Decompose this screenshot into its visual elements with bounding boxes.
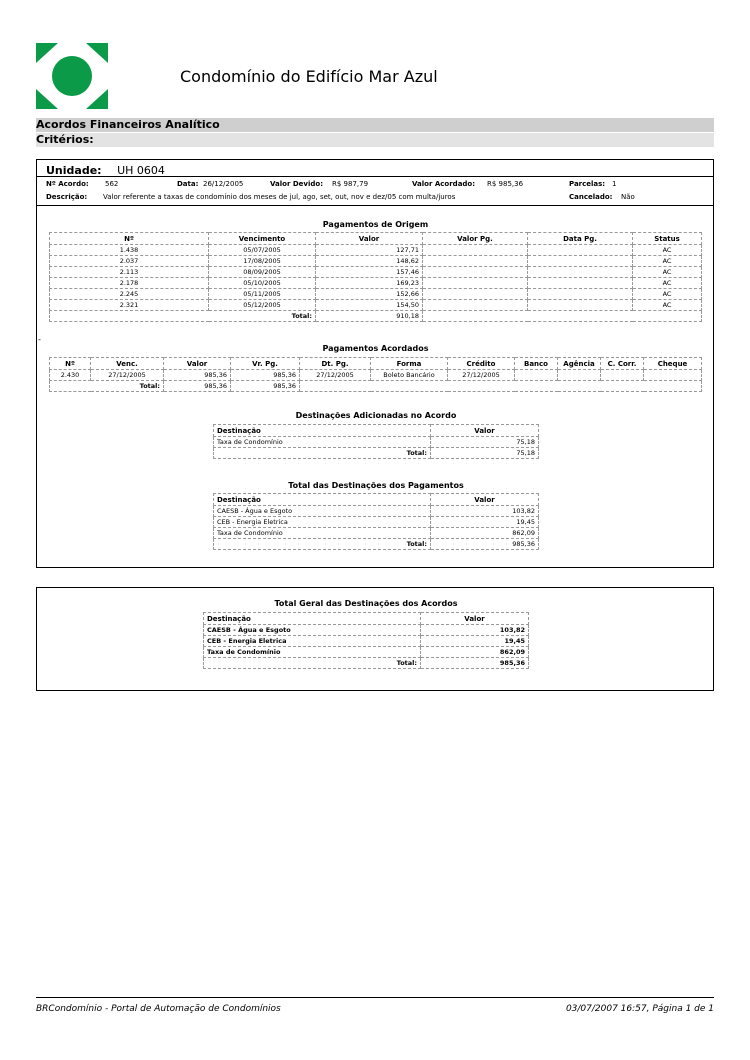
grand-table xyxy=(203,612,529,669)
col-header: Valor Pg. xyxy=(423,233,528,245)
cell xyxy=(423,245,528,256)
col-header: Dt. Pg. xyxy=(300,358,371,370)
cell xyxy=(528,245,633,256)
total-row xyxy=(50,381,702,392)
cell: AC xyxy=(633,300,702,311)
cell: 1.438 xyxy=(50,245,209,256)
col-header: Status xyxy=(633,233,702,245)
criteria-label: Critérios: xyxy=(36,133,714,147)
table-row xyxy=(50,256,702,267)
cell: CAESB - Água e Esgoto xyxy=(214,506,431,517)
cell xyxy=(423,289,528,300)
col-header: Destinação xyxy=(214,425,431,437)
table-row xyxy=(50,370,702,381)
cell xyxy=(423,300,528,311)
cell: 148,62 xyxy=(316,256,423,267)
cell: 05/07/2005 xyxy=(209,245,316,256)
cancel-label: Cancelado: xyxy=(569,193,613,201)
col-header: Valor xyxy=(421,613,529,625)
table-row xyxy=(204,625,529,636)
agreed-payments-title: Pagamentos Acordados xyxy=(322,344,429,353)
footer-left: BRCondomínio - Portal de Automação de Condomínios xyxy=(36,1004,281,1014)
condominium-logo xyxy=(36,43,108,109)
cell: 05/12/2005 xyxy=(209,300,316,311)
cell xyxy=(423,311,702,322)
total-value: 910,18 xyxy=(316,311,423,322)
cell xyxy=(423,278,528,289)
table-header-row xyxy=(50,358,702,370)
cell: AC xyxy=(633,289,702,300)
cell: 2.113 xyxy=(50,267,209,278)
col-header: Banco xyxy=(515,358,558,370)
cell xyxy=(528,278,633,289)
cell xyxy=(515,370,558,381)
total-value: 985,36 xyxy=(431,539,539,550)
parcels-value: 1 xyxy=(612,180,617,188)
table-row xyxy=(214,506,539,517)
total-paid: 985,36 xyxy=(231,381,300,392)
total-value: 75,18 xyxy=(431,448,539,459)
col-header: Vr. Pg. xyxy=(231,358,300,370)
due-label: Valor Devido: xyxy=(270,180,323,188)
col-header: Destinação xyxy=(214,494,431,506)
cell: 862,09 xyxy=(421,647,529,658)
table-row xyxy=(204,647,529,658)
cell: 157,46 xyxy=(316,267,423,278)
cell: 08/09/2005 xyxy=(209,267,316,278)
table-row xyxy=(214,437,539,448)
additional-table xyxy=(213,424,539,459)
cell: 05/11/2005 xyxy=(209,289,316,300)
cell: AC xyxy=(633,256,702,267)
cell: Taxa de Condomínio xyxy=(214,528,431,539)
total-label: Total: xyxy=(214,448,431,459)
agreement-date: 26/12/2005 xyxy=(203,180,244,188)
table-row xyxy=(214,517,539,528)
footer-divider xyxy=(36,997,714,998)
col-header: Nº xyxy=(50,233,209,245)
cell: 127,71 xyxy=(316,245,423,256)
cell: 75,18 xyxy=(431,437,539,448)
cell xyxy=(528,289,633,300)
grand-title: Total Geral das Destinações dos Acordos xyxy=(274,599,458,608)
cell: CAESB - Água e Esgoto xyxy=(204,625,421,636)
col-header: Valor xyxy=(316,233,423,245)
origin-title: Pagamentos de Origem xyxy=(322,220,429,229)
table-header-row xyxy=(214,494,539,506)
col-header: Nº xyxy=(50,358,91,370)
cell: 985,36 xyxy=(231,370,300,381)
cell: 19,45 xyxy=(421,636,529,647)
additional-title: Destinações Adicionadas no Acordo xyxy=(295,411,457,420)
table-row xyxy=(50,245,702,256)
col-header: Vencimento xyxy=(209,233,316,245)
grand-total-box xyxy=(36,587,714,691)
cell: AC xyxy=(633,267,702,278)
cell: Taxa de Condomínio xyxy=(204,647,421,658)
cell xyxy=(423,256,528,267)
col-header: Data Pg. xyxy=(528,233,633,245)
col-header: Destinação xyxy=(204,613,421,625)
table-row xyxy=(50,300,702,311)
col-header: Valor xyxy=(164,358,231,370)
divider xyxy=(37,176,713,177)
cell: 19,45 xyxy=(431,517,539,528)
agreement-date-label: Data: xyxy=(177,180,199,188)
total-label: Total: xyxy=(204,658,421,669)
total-label: Total: xyxy=(214,539,431,550)
table-header-row xyxy=(50,233,702,245)
page-title: Condomínio do Edifício Mar Azul xyxy=(180,67,438,86)
total-row xyxy=(50,311,702,322)
origin-table xyxy=(49,232,702,322)
table-row xyxy=(204,636,529,647)
cell: 27/12/2005 xyxy=(448,370,515,381)
cancel-value: Não xyxy=(621,193,635,201)
unit-label: Unidade: xyxy=(46,164,102,177)
unit-value: UH 0604 xyxy=(117,164,165,177)
cell: 2.430 xyxy=(50,370,91,381)
cell xyxy=(300,381,702,392)
cell xyxy=(528,267,633,278)
col-header: Valor xyxy=(431,425,539,437)
payments-dest-title: Total das Destinações dos Pagamentos xyxy=(288,481,464,490)
col-header: Crédito xyxy=(448,358,515,370)
cell xyxy=(528,300,633,311)
cell xyxy=(601,370,644,381)
total-value: 985,36 xyxy=(421,658,529,669)
agreed-value: R$ 985,36 xyxy=(487,180,524,188)
cell xyxy=(423,267,528,278)
table-row xyxy=(50,289,702,300)
table-row xyxy=(50,267,702,278)
cell: 17/08/2005 xyxy=(209,256,316,267)
table-row xyxy=(50,278,702,289)
separator-dash: - xyxy=(38,335,41,344)
cell: 103,82 xyxy=(431,506,539,517)
due-value: R$ 987,79 xyxy=(332,180,369,188)
payments-dest-table xyxy=(213,493,539,550)
cell xyxy=(528,256,633,267)
agreed-label: Valor Acordado: xyxy=(412,180,476,188)
col-header: Agência xyxy=(558,358,601,370)
cell: CEB - Energia Eletrica xyxy=(204,636,421,647)
cell: 05/10/2005 xyxy=(209,278,316,289)
cell: 154,50 xyxy=(316,300,423,311)
table-header-row xyxy=(204,613,529,625)
cell: 27/12/2005 xyxy=(91,370,164,381)
total-label: Total: xyxy=(50,381,164,392)
total-row xyxy=(204,658,529,669)
total-label: Total: xyxy=(50,311,316,322)
cell: 862,09 xyxy=(431,528,539,539)
cell: 2.321 xyxy=(50,300,209,311)
cell: AC xyxy=(633,278,702,289)
cell: 2.037 xyxy=(50,256,209,267)
cell: Taxa de Condomínio xyxy=(214,437,431,448)
cell: 2.245 xyxy=(50,289,209,300)
footer-right: 03/07/2007 16:57, Página 1 de 1 xyxy=(565,1004,714,1014)
col-header: Cheque xyxy=(644,358,702,370)
cell: 2.178 xyxy=(50,278,209,289)
agreed-payments-table xyxy=(49,357,702,392)
total-value: 985,36 xyxy=(164,381,231,392)
col-header: Venc. xyxy=(91,358,164,370)
total-row xyxy=(214,448,539,459)
col-header: Forma xyxy=(371,358,448,370)
divider xyxy=(37,205,713,206)
desc-label: Descrição: xyxy=(46,193,88,201)
parcels-label: Parcelas: xyxy=(569,180,606,188)
total-row xyxy=(214,539,539,550)
cell: 985,36 xyxy=(164,370,231,381)
col-header: Valor xyxy=(431,494,539,506)
cell: 169,23 xyxy=(316,278,423,289)
table-row xyxy=(214,528,539,539)
cell xyxy=(558,370,601,381)
agreement-box xyxy=(36,159,714,568)
cell: AC xyxy=(633,245,702,256)
cell: CEB - Energia Eletrica xyxy=(214,517,431,528)
cell: Boleto Bancário xyxy=(371,370,448,381)
cell: 103,82 xyxy=(421,625,529,636)
agreement-num-label: Nº Acordo: xyxy=(46,180,89,188)
col-header: C. Corr. xyxy=(601,358,644,370)
table-header-row xyxy=(214,425,539,437)
cell: 27/12/2005 xyxy=(300,370,371,381)
desc-value: Valor referente a taxas de condomínio dos meses de jul, ago, set, out, nov e dez/05 com multa/juros xyxy=(103,193,456,201)
report-name: Acordos Financeiros Analítico xyxy=(36,118,714,132)
cell: 152,66 xyxy=(316,289,423,300)
agreement-num: 562 xyxy=(105,180,119,188)
cell xyxy=(644,370,702,381)
